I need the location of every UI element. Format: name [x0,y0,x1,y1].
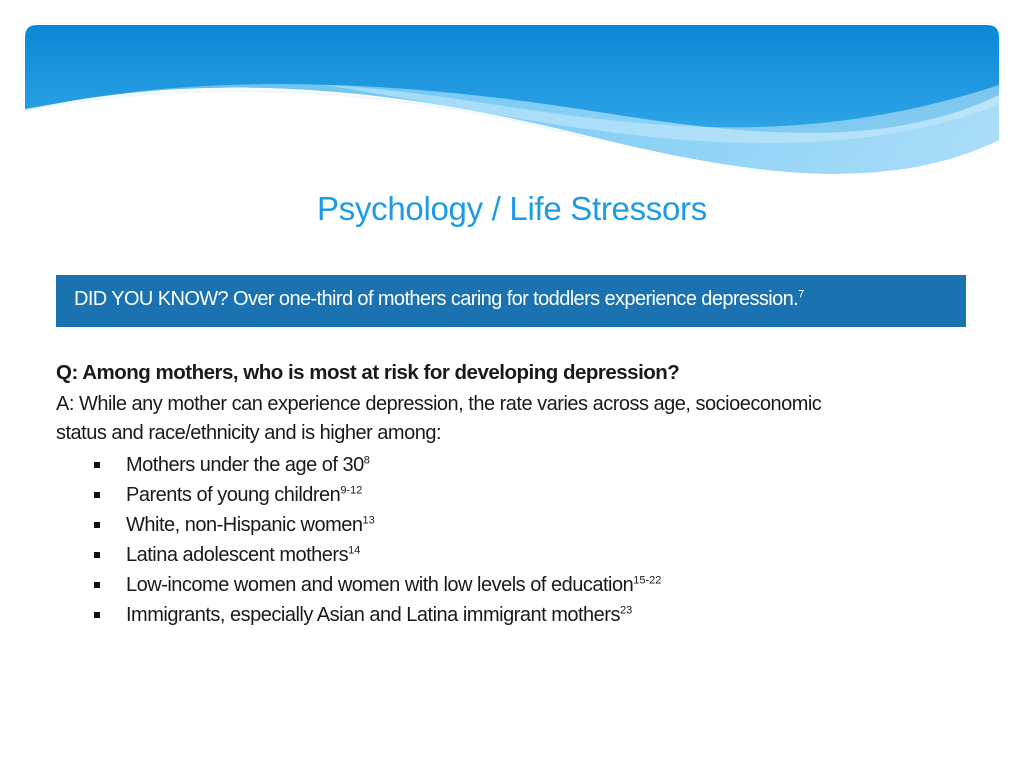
bullet-icon [94,582,100,588]
list-item: Latina adolescent mothers$^{14}$ [56,540,956,570]
list-item: Parents of young children$^{9-12}$ [56,480,956,510]
bullet-icon [94,492,100,498]
list-item: Low-income women and women with low levels of education$^{15-22}$ [56,570,956,600]
list-item: White, non-Hispanic women$^{13}$ [56,510,956,540]
list-item: Immigrants, especially Asian and Latina immigrant mothers$^{23}$ [56,600,956,630]
risk-group-list [56,450,956,630]
footnote-ref: 13 [362,514,375,527]
bullet-icon [94,612,100,618]
did-you-know-text: DID YOU KNOW? Over one-third of mothers caring for toddlers experience depression.$^7$ [74,287,805,310]
footnote-ref: 15-22 [633,574,662,587]
wave-graphic [25,25,999,185]
footnote-ref: 14 [348,544,361,557]
bullet-icon [94,552,100,558]
footnote-ref: 23 [619,604,633,617]
bullet-icon [94,462,100,468]
answer-line-2: status and race/ethnicity and is higher among: [56,422,442,444]
bullet-icon [94,522,100,528]
list-item: Mothers under the age of 30$^8$ [56,450,956,480]
footnote-ref: 7 [798,287,805,300]
qa-section [56,360,956,630]
answer-text [56,390,956,448]
footnote-ref: 9-12 [340,484,363,497]
slide-title: Psychology / Life Stressors [317,190,707,227]
answer-line-1: A: While any mother can experience depression, the rate varies across age, socioeconomic [56,393,822,415]
header-wave-banner [25,25,999,185]
question-heading: Q: Among mothers, who is most at risk for developing depression? [56,361,680,384]
did-you-know-bar [56,275,966,327]
footnote-ref: 8 [363,454,370,467]
